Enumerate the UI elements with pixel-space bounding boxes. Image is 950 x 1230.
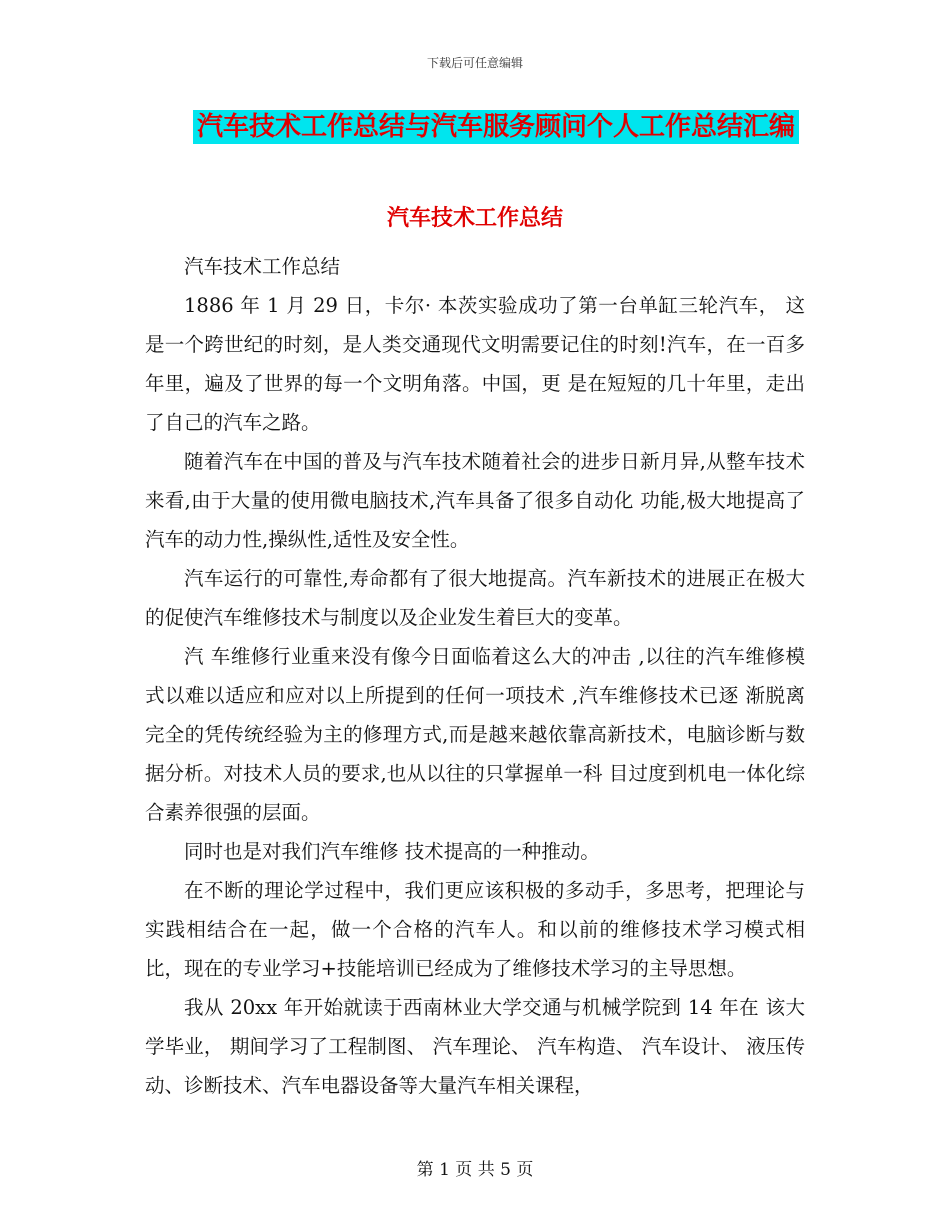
document-title: 汽车技术工作总结与汽车服务顾问个人工作总结汇编 xyxy=(193,110,799,144)
header-note: 下载后可任意编辑 xyxy=(426,56,523,70)
paragraph: 1886 年 1 月 29 日，卡尔· 本茨实验成功了第一台单缸三轮汽车， 这是一个跨世纪的时刻，是人类交通现代文明需要记住的时刻!汽车，在一百多年里，遍及了世界的每一个文明角落。中国，更 是在短短的几十年里，走出了自己的汽车之路。 xyxy=(145,294,805,434)
paragraph: 同时也是对我们汽车维修 技术提高的一种推动。 xyxy=(184,840,600,863)
paragraph: 汽 车维修行业重来没有像今日面临着这么大的冲击 ,以往的汽车维修模 式以难以适应和应对以上所提到的任何一项技术 ,汽车维修技术已逐 渐脱离完全的凭传统经验为主的修理方式,而是越来越依靠高新技术，电脑诊断与数据分析。对技术人员的要求,也从以往的只掌握单一科 目过度到机电一体化综合素养很强的层面。 xyxy=(145,645,805,824)
body-text xyxy=(145,247,805,1105)
paragraph: 汽车技术工作总结 xyxy=(184,255,341,278)
paragraph: 我从 20xx 年开始就读于西南林业大学交通与机械学院到 14 年在 该大学毕业， 期间学习了工程制图、 汽车理论、 汽车构造、 汽车设计、 液压传动、诊断技术、汽车电器设备等大量汽车相关课程， xyxy=(145,996,805,1097)
page-footer: 第 1 页 共 5 页 xyxy=(416,1160,534,1180)
paragraph: 汽车运行的可靠性,寿命都有了很大地提高。汽车新技术的进展正在极大的促使汽车维修技术与制度以及企业发生着巨大的变革。 xyxy=(145,567,805,629)
paragraph: 在不断的理论学过程中，我们更应该积极的多动手，多思考，把理论与实践相结合在一起，做一个合格的汽车人。和以前的维修技术学习模式相比，现在的专业学习+技能培训已经成为了维修技术学习的主导思想。 xyxy=(145,879,805,980)
paragraph: 随着汽车在中国的普及与汽车技术随着社会的进步日新月异,从整车技术来看,由于大量的使用微电脑技术,汽车具备了很多自动化 功能,极大地提高了汽车的动力性,操纵性,适性及安全性。 xyxy=(145,450,805,551)
section-title: 汽车技术工作总结 xyxy=(386,206,563,231)
